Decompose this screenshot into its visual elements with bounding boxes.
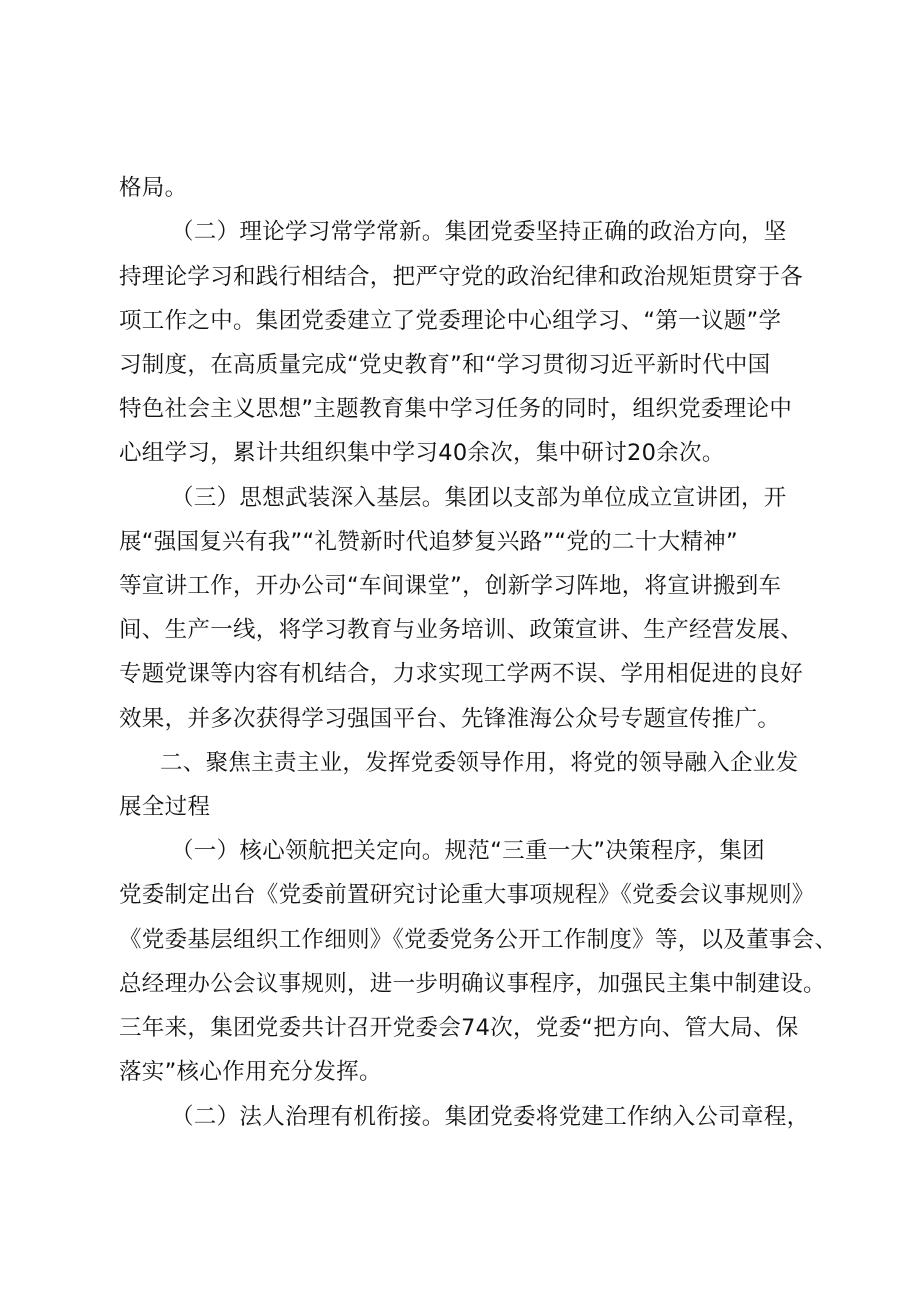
paragraph-heading-theory-study: （二）理论学习常学常新。集团党委坚持正确的政治方向，坚 bbox=[171, 219, 787, 245]
text-line: 落实”核心作用充分发挥。 bbox=[119, 1059, 382, 1085]
text-line: 总经理办公会议事规则，进一步明确议事程序，加强民主集中制建设。 bbox=[119, 971, 826, 997]
text-line: 格局。 bbox=[119, 175, 188, 201]
text-line: 间、生产一线，将学习教育与业务培训、政策宣讲、生产经营发展、 bbox=[119, 617, 804, 643]
text-line: 三年来，集团党委共计召开党委会74次，党委“把方向、管大局、保 bbox=[119, 1015, 799, 1041]
paragraph-heading-corporate-governance: （二）法人治理有机衔接。集团党委将党建工作纳入公司章程， bbox=[171, 1104, 810, 1130]
text-line: 持理论学习和践行相结合，把严守党的政治纪律和政治规矩贯穿于各 bbox=[119, 264, 804, 290]
text-line: 效果，并多次获得学习强国平台、先锋淮海公众号专题宣传推广。 bbox=[119, 706, 781, 732]
text-line: 专题党课等内容有机结合，力求实现工学两不误、学用相促进的良好 bbox=[119, 661, 804, 687]
text-line: 项工作之中。集团党委建立了党委理论中心组学习、“第一议题”学 bbox=[119, 308, 782, 334]
text-line: 等宣讲工作，开办公司“车间课堂”，创新学习阵地，将宣讲搬到车 bbox=[119, 573, 782, 599]
paragraph-heading-ideology: （三）思想武装深入基层。集团以支部为单位成立宣讲团，开 bbox=[171, 485, 787, 511]
section-heading-continuation: 展全过程 bbox=[119, 794, 211, 820]
paragraph-heading-core-leadership: （一）核心领航把关定向。规范“三重一大”决策程序，集团 bbox=[171, 838, 765, 864]
text-line: 心组学习，累计共组织集中学习40余次，集中研讨20余次。 bbox=[119, 440, 725, 466]
text-line: 展“强国复兴有我”“礼赞新时代追梦复兴路”“党的二十大精神” bbox=[119, 529, 738, 555]
section-heading-two: 二、聚焦主责主业，发挥党委领导作用，将党的领导融入企业发 bbox=[160, 750, 799, 776]
text-line: 特色社会主义思想”主题教育集中学习任务的同时，组织党委理论中 bbox=[119, 396, 793, 422]
text-line: 《党委基层组织工作细则》《党委党务公开工作制度》等，以及董事会、 bbox=[119, 927, 838, 953]
text-line: 党委制定出台《党委前置研究讨论重大事项规程》《党委会议事规则》 bbox=[119, 882, 815, 908]
text-line: 习制度，在高质量完成“党史教育”和“学习贯彻习近平新时代中国 bbox=[119, 352, 771, 378]
